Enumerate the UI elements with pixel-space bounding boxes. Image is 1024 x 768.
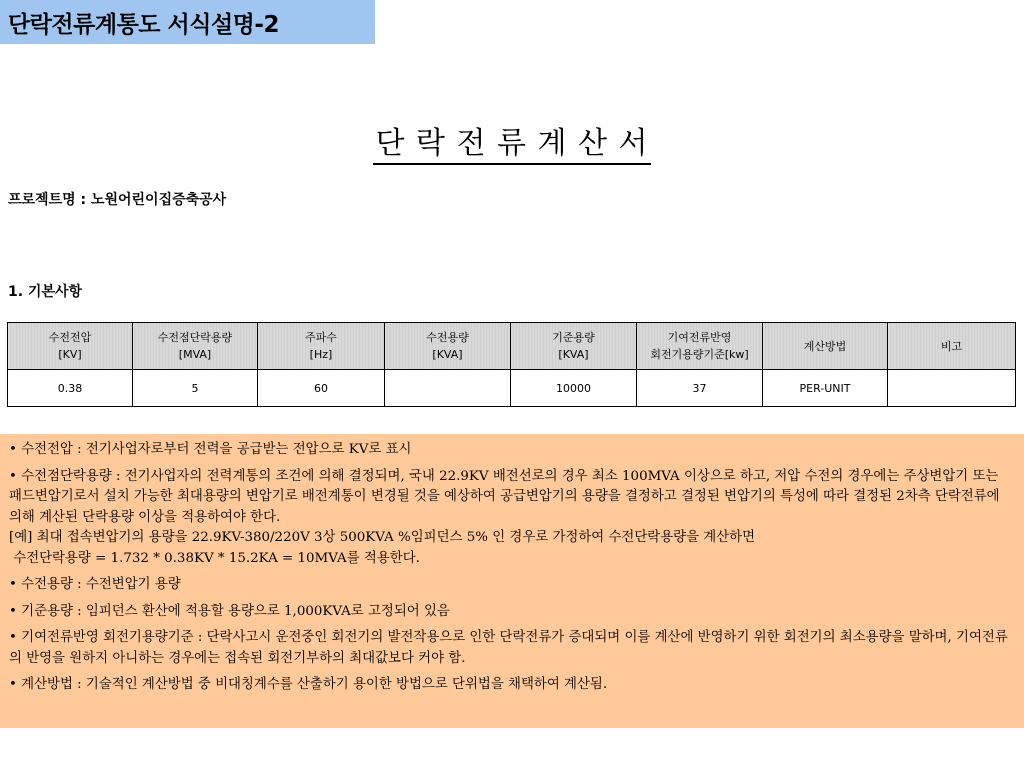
note-method: • 계산방법 : 기술적인 계산방법 중 비대칭계수를 산출하기 용이한 방법으로 단위법을 채택하여 계산됨. (9, 677, 608, 692)
notes-panel (0, 434, 1024, 728)
header-remarks (888, 323, 1016, 370)
slide-title: 단락전류계통도 서식설명-2 (0, 0, 375, 44)
header-unit: [Hz] (309, 348, 333, 361)
header-unit: [MVA] (178, 348, 212, 361)
cell-receiving-capacity (385, 370, 511, 407)
header-unit: 회전기용량기준[kw] (650, 348, 749, 361)
header-line: 수전점단락용량 (157, 331, 233, 344)
table-row (8, 370, 1016, 407)
cell-short-circuit-capacity: 5 (133, 370, 258, 407)
header-unit: [KV] (58, 348, 82, 361)
header-line: 기여전류반영 (667, 331, 732, 344)
note-base-capacity: • 기준용량 : 임피던스 환산에 적용할 용량으로 1,000KVA로 고정되어 있음 (9, 603, 450, 619)
header-receiving-capacity (385, 323, 511, 370)
header-unit: [KVA] (432, 348, 463, 361)
cell-method: PER-UNIT (763, 370, 888, 407)
note-formula: 수전단락용량 = 1.732 * 0.38KV * 15.2KA = 10MVA를 적용한다. (9, 550, 420, 566)
note-short-circuit-capacity: • 수전점단락용량 : 전기사업자의 전력계통의 조건에 의해 결정되며, 국내 22.9KV 배전선로의 경우 최소 100MVA 이상으로 하고, 저압 수전의 경우에는 주상변압기 또는 패드변압기로서 설치 가능한 최대용량의 변압기로 배전계통이 변경될 것을 예상하여 공급변압기의 용량을 결정하고 결정된 변압기의 특성에 따라 결정된 2차측 단락전류에 의해 계산된 단락용량 이상을 적용하여야 한다. (9, 468, 1000, 525)
cell-voltage: 0.38 (8, 370, 133, 407)
header-voltage (8, 323, 133, 370)
document-title-container (0, 118, 1024, 162)
header-base-capacity (511, 323, 637, 370)
note-example: [예] 최대 접속변압기의 용량을 22.9KV-380/220V 3상 500KVA %임피던스 5% 인 경우로 가정하여 수전단락용량을 계산하면 (9, 530, 756, 545)
project-name: 프로젝트명 : 노원어린이집증축공사 (8, 192, 227, 208)
cell-motor-contribution: 37 (637, 370, 763, 407)
header-line: 기준용량 (552, 331, 595, 344)
cell-frequency: 60 (258, 370, 385, 407)
header-method (763, 323, 888, 370)
header-line: 수전용량 (426, 331, 469, 344)
header-frequency (258, 323, 385, 370)
header-short-circuit-capacity (133, 323, 258, 370)
note-motor-contribution: • 기여전류반영 회전기용량기준 : 단락사고시 운전중인 회전기의 발전작용으로 인한 단락전류가 증대되며 이를 계산에 반영하기 위한 회전기의 최소용량을 말하며, 기여전류의 반영을 원하지 아니하는 경우에는 접속된 회전기부하의 최대값보다 커야 함. (9, 630, 1008, 666)
header-unit: [KVA] (558, 348, 589, 361)
basic-info-table (7, 322, 1016, 407)
header-line: 주파수 (305, 331, 337, 344)
cell-remarks (888, 370, 1016, 407)
header-line: 수전전압 (48, 331, 92, 344)
cell-base-capacity: 10000 (511, 370, 637, 407)
document-title: 단 락 전 류 계 산 서 (373, 126, 650, 165)
note-voltage: • 수전전압 : 전기사업자로부터 전력을 공급받는 전압으로 KV로 표시 (9, 442, 412, 457)
header-motor-contribution (637, 323, 763, 370)
table-header-row (8, 323, 1016, 370)
note-receiving-capacity: • 수전용량 : 수전변압기 용량 (9, 577, 181, 592)
header-line: 비고 (940, 339, 963, 353)
header-line: 계산방법 (803, 339, 847, 353)
section-heading: 1. 기본사항 (8, 284, 83, 300)
